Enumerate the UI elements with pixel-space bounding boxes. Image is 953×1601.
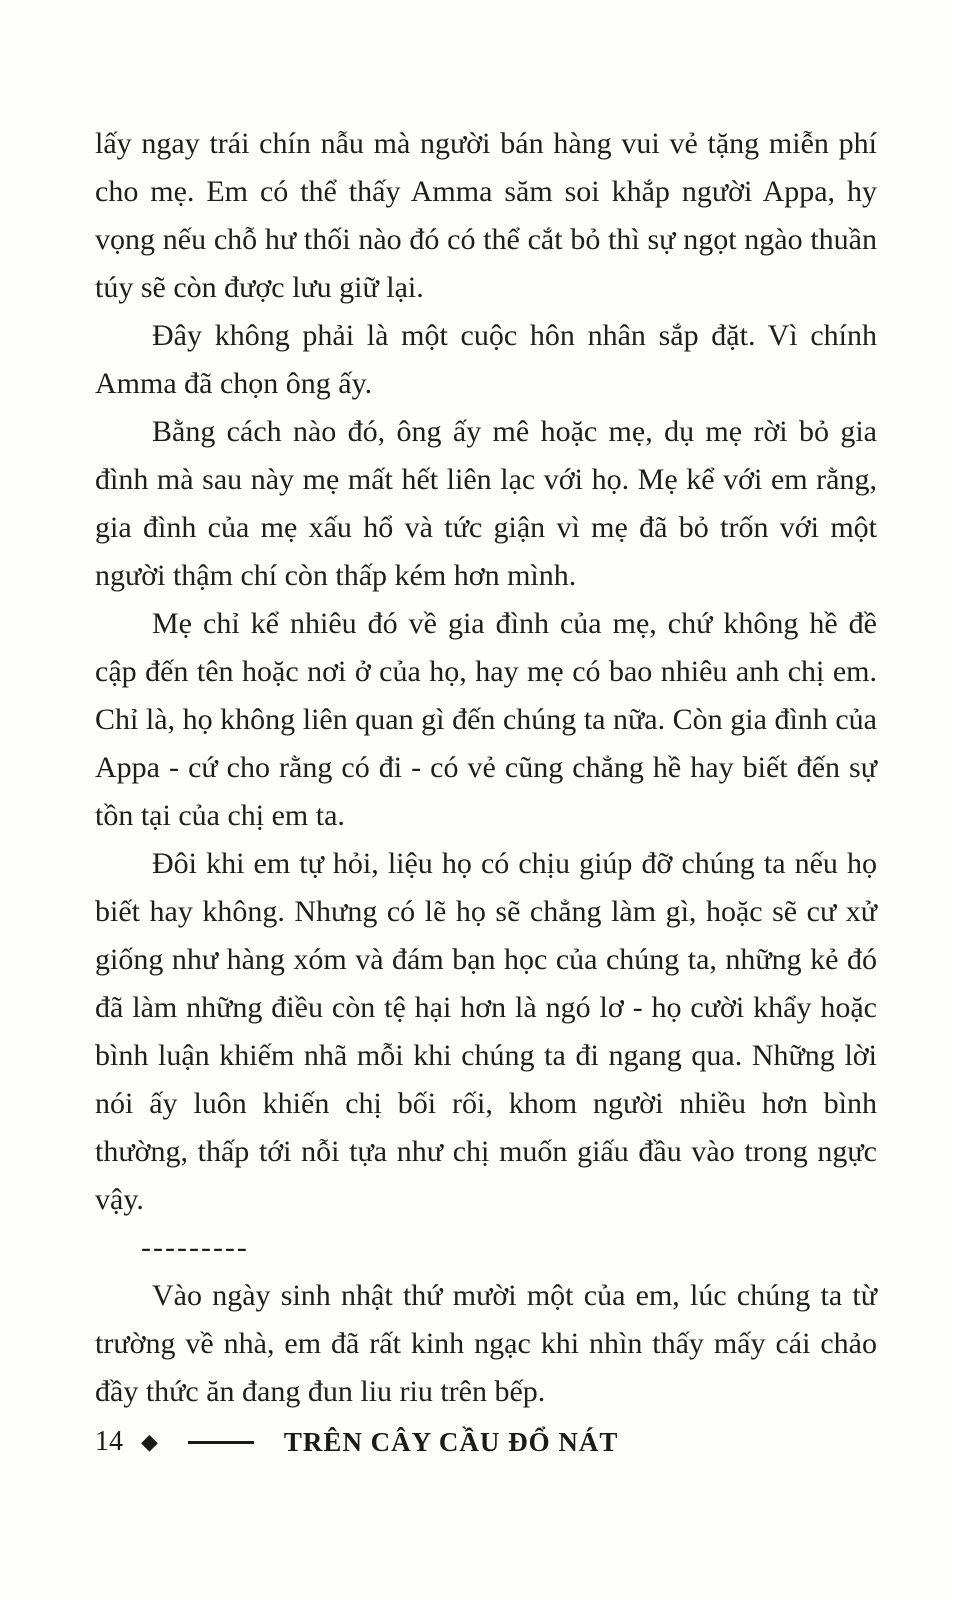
footer-rule <box>188 1441 254 1444</box>
paragraph: Đôi khi em tự hỏi, liệu họ có chịu giúp đỡ chúng ta nếu họ biết hay không. Nhưng có lẽ họ sẽ chẳng làm gì, hoặc sẽ cư xử giống như hàng xóm và đám bạn học của chúng ta, những kẻ đó đã làm những điều còn tệ hại hơn là ngó lơ - họ cười khẩy hoặc bình luận khiếm nhã mỗi khi chúng ta đi ngang qua. Những lời nói ấy luôn khiến chị bối rối, khom người nhiều hơn bình thường, thấp tới nỗi tựa như chị muốn giấu đầu vào trong ngực vậy. <box>95 847 877 1216</box>
book-title: TRÊN CÂY CẦU ĐỔ NÁT <box>283 1427 619 1457</box>
paragraph: Vào ngày sinh nhật thứ mười một của em, lúc chúng ta từ trường về nhà, em đã rất kinh ngạc khi nhìn thấy mấy cái chảo đầy thức ăn đang đun liu riu trên bếp. <box>95 1279 877 1408</box>
paragraph: Mẹ chỉ kể nhiêu đó về gia đình của mẹ, chứ không hề đề cập đến tên hoặc nơi ở của họ, hay mẹ có bao nhiêu anh chị em. Chỉ là, họ không liên quan gì đến chúng ta nữa. Còn gia đình của Appa - cứ cho rằng có đi - có vẻ cũng chẳng hề hay biết đến sự tồn tại của chị em ta. <box>95 607 877 832</box>
diamond-icon: ◆ <box>141 1429 158 1454</box>
section-separator: --------- <box>141 1231 249 1264</box>
paragraph: lấy ngay trái chín nẫu mà người bán hàng vui vẻ tặng miễn phí cho mẹ. Em có thể thấy Amma săm soi khắp người Appa, hy vọng nếu chỗ hư thối nào đó có thể cắt bỏ thì sự ngọt ngào thuần túy sẽ còn được lưu giữ lại. <box>95 127 877 304</box>
page-number: 14 <box>95 1426 123 1457</box>
paragraph: Bằng cách nào đó, ông ấy mê hoặc mẹ, dụ mẹ rời bỏ gia đình mà sau này mẹ mất hết liên lạc với họ. Mẹ kể với em rằng, gia đình của mẹ xấu hổ và tức giận vì mẹ đã bỏ trốn với một người thậm chí còn thấp kém hơn mình. <box>95 415 877 592</box>
paragraph: Đây không phải là một cuộc hôn nhân sắp đặt. Vì chính Amma đã chọn ông ấy. <box>95 319 877 400</box>
body-text <box>95 120 877 1416</box>
page-footer <box>95 1420 877 1464</box>
